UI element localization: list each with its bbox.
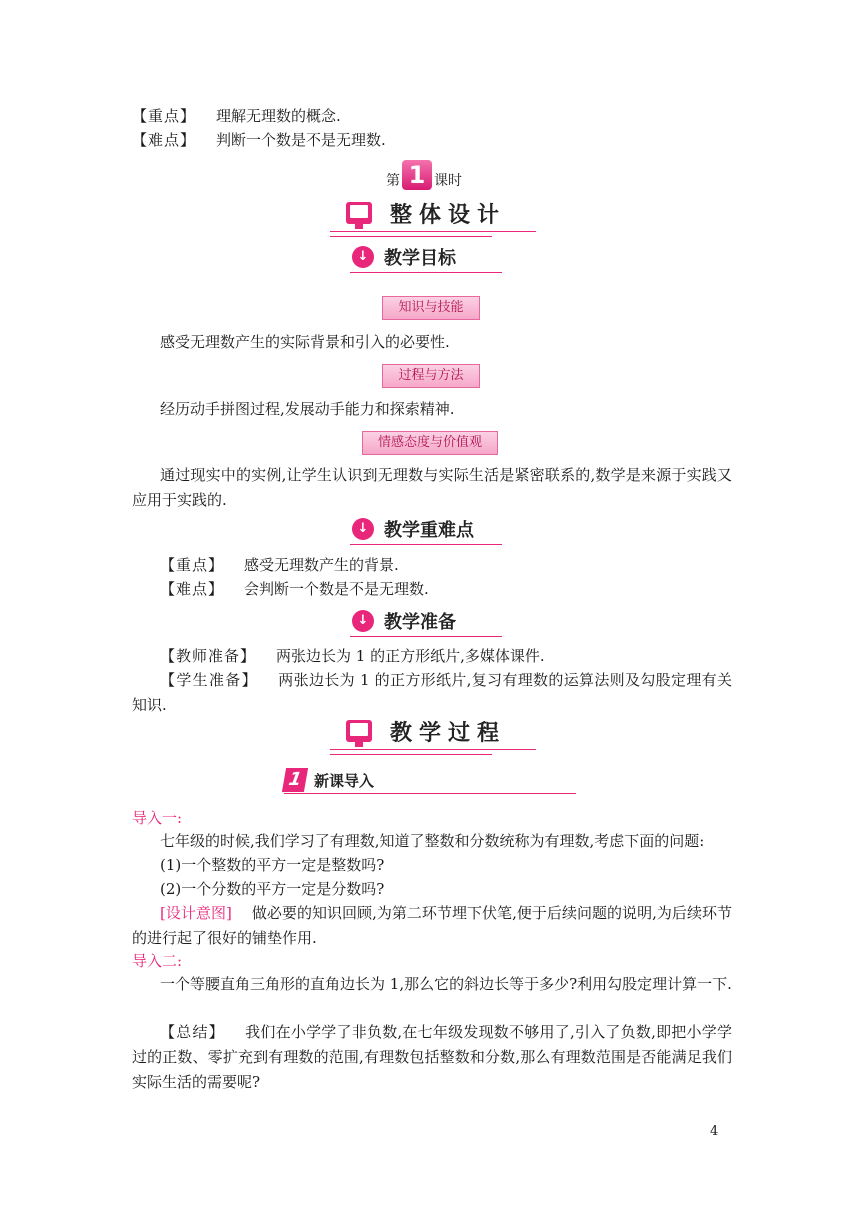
intro1-design: [设计意图] 做必要的知识回顾,为第二环节埋下伏笔,便于后续问题的说明,为后续环节的进行起了很好的铺垫作用. bbox=[132, 904, 732, 947]
knowledge-text: 感受无理数产生的实际背景和引入的必要性. bbox=[160, 333, 450, 351]
lesson-number-badge: 1 bbox=[402, 160, 432, 190]
lesson-marker: 第 1 课时 bbox=[386, 161, 462, 189]
key-focus: 【重点】 感受无理数产生的背景. bbox=[160, 556, 399, 574]
intro1-label: 导入一: bbox=[132, 809, 183, 827]
intro1-question-1: (1)一个整数的平方一定是整数吗? bbox=[160, 856, 385, 874]
down-arrow-circle-icon: ↓ bbox=[352, 518, 374, 540]
page-number: 4 bbox=[710, 1124, 719, 1139]
subsection-number-badge: 1 bbox=[282, 768, 308, 792]
intro1-paragraph: 七年级的时候,我们学习了有理数,知道了整数和分数统称为有理数,考虑下面的问题: bbox=[160, 832, 705, 850]
key-difficulty: 【难点】 会判断一个数是不是无理数. bbox=[160, 580, 429, 598]
knowledge-tag: 知识与技能 bbox=[382, 296, 480, 320]
top-difficulty: 【难点】 判断一个数是不是无理数. bbox=[132, 131, 386, 149]
down-arrow-circle-icon: ↓ bbox=[352, 246, 374, 268]
intro1-question-2: (2)一个分数的平方一定是分数吗? bbox=[160, 880, 385, 898]
attitude-text: 通过现实中的实例,让学生认识到无理数与实际生活是紧密联系的,数学是来源于实践又应用于实践的. bbox=[132, 466, 732, 509]
process-text: 经历动手拼图过程,发展动手能力和探索精神. bbox=[160, 400, 455, 418]
process-tag: 过程与方法 bbox=[382, 364, 480, 388]
section-key-banner: ↓ 教学重难点 bbox=[350, 516, 502, 546]
down-arrow-circle-icon: ↓ bbox=[352, 610, 374, 632]
prep-student: 【学生准备】 两张边长为 1 的正方形纸片,复习有理数的运算法则及勾股定理有关知识. bbox=[132, 671, 732, 714]
intro2-paragraph: 一个等腰直角三角形的直角边长为 1,那么它的斜边长等于多少?利用勾股定理计算一下. bbox=[160, 975, 732, 993]
top-focus: 【重点】 理解无理数的概念. bbox=[132, 107, 341, 125]
monitor-icon bbox=[346, 202, 372, 224]
section-prep-banner: ↓ 教学准备 bbox=[350, 608, 502, 638]
prep-teacher: 【教师准备】 两张边长为 1 的正方形纸片,多媒体课件. bbox=[160, 647, 545, 665]
subsection-new-lesson: 1 新课导入 bbox=[284, 766, 576, 794]
attitude-tag: 情感态度与价值观 bbox=[362, 431, 498, 455]
section-process-banner: 教学过程 bbox=[330, 716, 536, 752]
section-goals-banner: ↓ 教学目标 bbox=[350, 244, 502, 274]
section-overall-banner: 整体设计 bbox=[330, 198, 536, 234]
intro2-summary: 【总结】 我们在小学学了非负数,在七年级发现数不够用了,引入了负数,即把小学学过的正数、零扩充到有理数的范围,有理数包括整数和分数,那么有理数范围是否能满足我们实际生活的需要呢? bbox=[132, 1023, 732, 1091]
monitor-icon bbox=[346, 720, 372, 742]
intro2-label: 导入二: bbox=[132, 952, 183, 970]
